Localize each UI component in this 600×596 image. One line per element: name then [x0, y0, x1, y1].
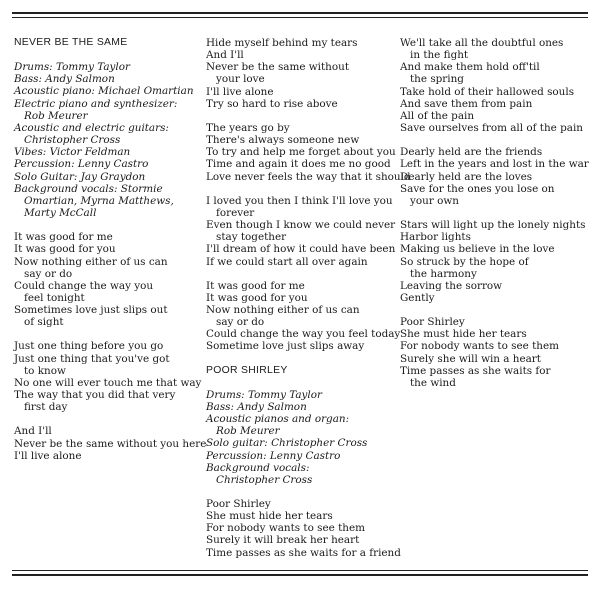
- lyric-line: Sometimes love just slips out: [14, 304, 168, 317]
- lyric-line: forever: [216, 206, 255, 219]
- lyric-line: your love: [216, 73, 265, 86]
- stanza: [14, 425, 207, 462]
- bottom-double-rule: [12, 570, 588, 576]
- credit-line: Vibes: Victor Feldman: [14, 146, 131, 159]
- lyric-line: Dearly held are the friends: [400, 146, 543, 159]
- lyric-line: There's always someone new: [206, 134, 360, 147]
- lyric-line: Sometime love just slips away: [206, 340, 365, 353]
- lyric-line: Gently: [400, 291, 435, 304]
- lyric-line: feel tonight: [24, 291, 85, 304]
- stanza: [206, 498, 401, 559]
- credit-line: Acoustic and electric guitars:: [14, 121, 169, 134]
- song-title-never-be-the-same: NEVER BE THE SAME: [14, 37, 128, 48]
- lyric-line: It was good for me: [206, 279, 305, 292]
- song1-lyrics-part2: [206, 37, 411, 353]
- lyric-line: first day: [24, 401, 68, 414]
- credit-line: Omartian, Myrna Matthews,: [24, 194, 174, 207]
- song2-lyrics-part1: [206, 498, 401, 559]
- stanza: [206, 279, 401, 353]
- lyric-line: your own: [410, 194, 459, 207]
- lyric-line: Try so hard to rise above: [206, 97, 338, 110]
- column-middle: [206, 37, 411, 571]
- credit-line: Acoustic pianos and organ:: [206, 413, 350, 426]
- credit-line: Bass: Andy Salmon: [206, 400, 307, 413]
- lyric-line: Time passes as she waits for a friend: [206, 546, 401, 559]
- lyric-line: Surely she will win a heart: [400, 352, 541, 365]
- stanza: [400, 219, 584, 304]
- credit-line: Solo Guitar: Jay Graydon: [14, 170, 146, 183]
- credit-line: Solo guitar: Christopher Cross: [206, 437, 368, 450]
- stanza: [400, 146, 589, 207]
- lyric-line: And I'll: [14, 425, 52, 438]
- lyric-line: the spring: [410, 73, 464, 86]
- lyric-line: Time and again it does me no good: [206, 158, 391, 171]
- lyric-line: Left in the years and lost in the war: [400, 158, 589, 171]
- lyric-line: of sight: [24, 316, 64, 329]
- lyric-line: Harbor lights: [400, 231, 471, 244]
- lyric-line: It was good for you: [206, 291, 308, 304]
- lyric-line: Could change the way you feel today: [206, 328, 401, 341]
- credit-line: Marty McCall: [24, 207, 97, 220]
- lyric-line: Just one thing that you've got: [14, 352, 170, 365]
- lyric-line: To try and help me forget about you: [206, 146, 396, 159]
- lyric-line: And make them hold off'til: [400, 61, 540, 74]
- credit-line: Background vocals:: [206, 461, 310, 474]
- lyric-line: All of the pain: [400, 109, 475, 122]
- song2-credits: [206, 389, 390, 486]
- stanza: [206, 194, 396, 268]
- lyric-line: Take hold of their hallowed souls: [400, 85, 575, 98]
- credit-line: Drums: Tommy Taylor: [206, 388, 322, 401]
- credit-line: Percussion: Lenny Castro: [14, 158, 149, 171]
- lyric-line: Leaving the sorrow: [400, 279, 503, 292]
- lyric-line: I'll live alone: [206, 85, 274, 98]
- lyric-line: Save ourselves from all of the pain: [400, 122, 583, 135]
- credit-line: Christopher Cross: [216, 473, 313, 486]
- lyric-line: The years go by: [206, 121, 290, 134]
- stanza: [400, 37, 584, 134]
- top-double-rule: [12, 12, 588, 18]
- lyric-line: Save for the ones you lose on: [400, 182, 555, 195]
- lyric-line: No one will ever touch me that way: [14, 376, 202, 389]
- lyric-line: So struck by the hope of: [400, 255, 529, 268]
- lyric-line: in the fight: [410, 49, 469, 62]
- lyric-line: Now nothing either of us can: [206, 303, 360, 316]
- stanza: [400, 316, 584, 389]
- lyric-line: Time passes as she waits for: [400, 364, 551, 377]
- song-title-poor-shirley: POOR SHIRLEY: [206, 364, 288, 376]
- lyric-line: Never be the same without: [206, 61, 349, 74]
- lyric-line: And save them from pain: [400, 97, 533, 110]
- song1-lyrics-part1: [14, 231, 207, 462]
- credit-line: Acoustic piano: Michael Omartian: [14, 85, 194, 98]
- lyric-line: She must hide her tears: [206, 510, 333, 523]
- song2-lyrics-part2: [400, 37, 589, 389]
- lyric-line: to know: [24, 364, 66, 377]
- lyric-line: It was good for you: [14, 243, 116, 256]
- song1-credits: [14, 61, 198, 219]
- lyric-line: For nobody wants to see them: [206, 522, 365, 535]
- lyric-line: Poor Shirley: [400, 316, 465, 329]
- lyric-line: the harmony: [410, 267, 477, 280]
- lyric-line: I loved you then I think I'll love you: [206, 194, 393, 207]
- lyric-line: Just one thing before you go: [14, 340, 164, 353]
- lyric-line: I'll dream of how it could have been: [206, 243, 396, 256]
- lyric-line: Love never feels the way that it should: [206, 170, 411, 183]
- lyric-line: Now nothing either of us can: [14, 255, 168, 268]
- lyric-line: stay together: [216, 231, 287, 244]
- lyric-line: It was good for me: [14, 231, 113, 244]
- stanza: [206, 121, 411, 183]
- column-left: [14, 37, 207, 474]
- lyric-line: Stars will light up the lonely nights: [400, 219, 586, 232]
- lyric-line: Even though I know we could never: [206, 219, 396, 232]
- credit-line: Percussion: Lenny Castro: [206, 449, 341, 462]
- column-right: [400, 37, 589, 401]
- lyric-line: We'll take all the doubtful ones: [400, 37, 564, 49]
- credit-line: Drums: Tommy Taylor: [14, 61, 130, 74]
- credit-line: Christopher Cross: [24, 134, 121, 147]
- lyric-line: say or do: [24, 267, 73, 280]
- lyric-line: The way that you did that very: [14, 389, 176, 402]
- lyric-line: Surely it will break her heart: [206, 534, 360, 547]
- lyric-line: say or do: [216, 316, 265, 329]
- credit-line: Rob Meurer: [24, 109, 88, 122]
- credit-line: Rob Meurer: [216, 425, 280, 438]
- lyric-line: Never be the same without you here: [14, 437, 207, 450]
- lyric-line: If we could start all over again: [206, 255, 368, 268]
- lyric-line: the wind: [410, 376, 456, 389]
- lyric-line: Poor Shirley: [206, 498, 271, 510]
- lyric-line: I'll live alone: [14, 449, 82, 462]
- credit-line: Bass: Andy Salmon: [14, 73, 115, 86]
- stanza: [206, 37, 390, 110]
- lyric-line: She must hide her tears: [400, 328, 527, 341]
- lyric-line: Could change the way you: [14, 279, 154, 292]
- lyric-line: For nobody wants to see them: [400, 340, 559, 353]
- credit-line: Electric piano and synthesizer:: [14, 97, 178, 110]
- stanza: [14, 340, 202, 414]
- lyric-line: Hide myself behind my tears: [206, 37, 358, 49]
- stanza: [14, 231, 198, 328]
- credit-line: Background vocals: Stormie: [14, 182, 163, 195]
- lyric-line: Dearly held are the loves: [400, 170, 533, 183]
- lyric-line: Making us believe in the love: [400, 243, 555, 256]
- lyric-line: And I'll: [206, 49, 244, 62]
